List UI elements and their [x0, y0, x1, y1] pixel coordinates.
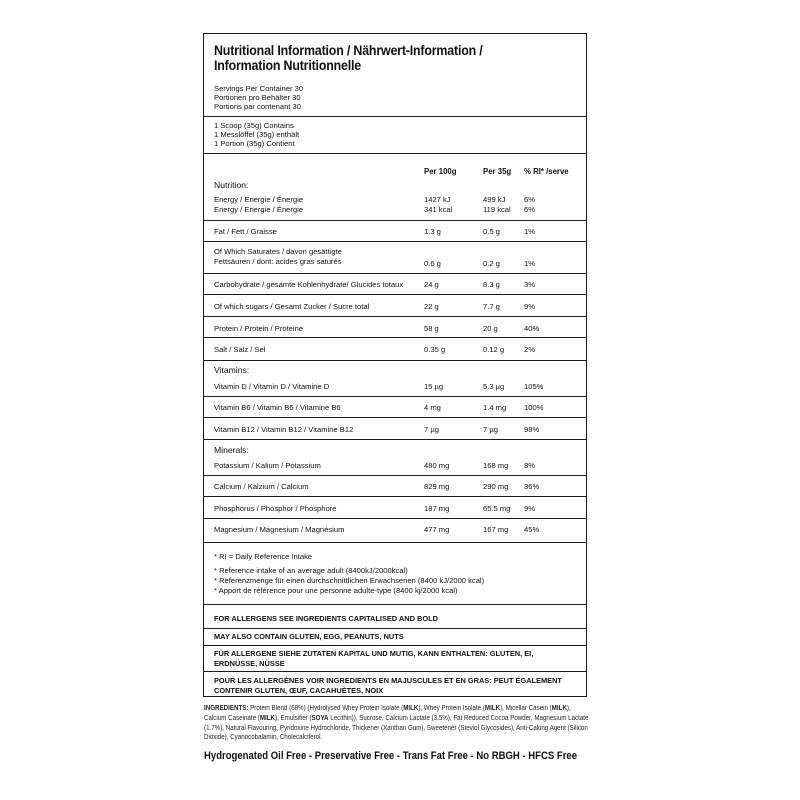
nutrition-label-panel: [203, 33, 587, 697]
section-divider: [204, 542, 586, 543]
row-label: Of which sugars / Gesamt Zucker / Sucre total: [214, 302, 370, 311]
allergen-notice-en: FOR ALLERGENS SEE INGREDIENTS CAPITALISED AND BOLD: [214, 614, 438, 623]
footnote-ri-definition: * RI = Daily Reference Intake: [214, 552, 313, 561]
allergen-notice-de: FÜR ALLERGENE SIEHE ZUTATEN KAPITAL UND MUTIG, KANN ENTHALTEN: GLUTEN, EI, ERDNÜSSE, NÜSSE: [214, 649, 534, 668]
row-label: Energy / Energie / Énergie: [214, 205, 304, 214]
row-per-100g: 15 µg: [424, 382, 444, 391]
divider: [204, 496, 586, 497]
divider: [204, 241, 586, 242]
row-label: Fat / Fett / Graisse: [214, 227, 277, 236]
row-label-continued: Fettsäuren / dont: acides gras saturés: [214, 257, 342, 266]
ingredients-part: Lecithin)), Sucrose, Calcium Lactate (3.5%), Fat Reduced Cocoa Powder, Magnesium Lactate (1.7%), Natural Flavouring, Pyridoxine Hydrochloride, Thickener (Xanthan Gum), Sweetener (Steviol Glycosides), Anti-Caking Agent (Silicon Dioxide), Cyanocobalamin, Cholecalciferol.: [204, 714, 589, 742]
row-label: Potassium / Kalium / Potassium: [214, 461, 321, 470]
divider: [204, 671, 586, 672]
divider: [204, 116, 586, 117]
row-per-100g: 24 g: [424, 280, 439, 289]
divider: [204, 294, 586, 295]
divider: [204, 518, 586, 519]
row-per-100g: 58 g: [424, 324, 439, 333]
row-ri: 1%: [524, 227, 535, 236]
row-per-100g: 480 mg: [424, 461, 450, 470]
row-per-35g: 5.3 µg: [483, 382, 505, 391]
row-ri: 105%: [524, 382, 544, 391]
allergen-notice-fr: POUR LES ALLERGÈNES VOIR INGREDIENTS EN MAJUSCULES ET EN GRAS: PEUT ÉGALEMENT CONTENIR GLUTEN, ŒUF, CACAHUÈTES, NOIX: [214, 676, 562, 695]
row-ri: 2%: [524, 345, 535, 354]
section-divider: [204, 360, 586, 361]
scoop-contains-en: 1 Scoop (35g) Contains: [214, 121, 294, 130]
footnote-reference-de: * Referenzmenge für einen durchschnittlichen Erwachsenen (8400 kJ/2000 kcal): [214, 576, 485, 585]
row-per-35g: 499 kJ: [483, 195, 506, 204]
section-divider: [204, 604, 586, 605]
row-per-35g: 7.7 g: [483, 302, 500, 311]
row-ri: 6%: [524, 195, 535, 204]
allergen-highlight: MILK: [259, 714, 276, 722]
row-ri: 40%: [524, 324, 540, 333]
row-label: Vitamin D / Vitamin D / Vitamine D: [214, 382, 330, 391]
ingredients-part: ), Emulsifier (: [275, 714, 312, 722]
ingredients-part: ), Calcium Caseinate (: [204, 705, 571, 722]
row-per-35g: 119 kcal: [483, 205, 511, 214]
row-per-35g: 167 mg: [483, 525, 509, 534]
divider: [204, 153, 586, 154]
allergen-highlight: MILK: [484, 705, 501, 712]
title-line-2: Information Nutritionnelle: [214, 58, 362, 73]
row-ri: 6%: [524, 205, 535, 214]
row-per-100g: 0.6 g: [424, 259, 441, 268]
group-heading-vitamins: Vitamins:: [214, 365, 250, 375]
ingredients-heading: INGREDIENTS:: [204, 705, 249, 712]
row-per-35g: 0.5 g: [483, 227, 500, 236]
allergen-may-contain-en: MAY ALSO CONTAIN GLUTEN, EGG, PEANUTS, NUTS: [214, 632, 404, 641]
row-ri: 3%: [524, 280, 535, 289]
row-ri: 8%: [524, 461, 535, 470]
panel-title: [214, 43, 582, 73]
scoop-contains-de: 1 Messlöffel (35g) enthält: [214, 130, 300, 139]
servings-per-container-en: Servings Per Container 30: [214, 84, 304, 93]
divider: [204, 220, 586, 221]
divider: [204, 273, 586, 274]
row-per-35g: 0.2 g: [483, 259, 500, 268]
free-from-claims: Hydrogenated Oil Free - Preservative Free - Trans Fat Free - No RBGH - HFCS Free: [204, 750, 578, 762]
row-label: Energy / Energie / Énergie: [214, 195, 304, 204]
column-header-per-100g: Per 100g: [424, 167, 457, 176]
divider: [204, 316, 586, 317]
row-per-100g: 0.35 g: [424, 345, 446, 354]
row-ri: 98%: [524, 425, 540, 434]
ingredients-part: Protein Blend (68%) (Hydrolysed Whey Protein Isolate (: [248, 705, 404, 712]
row-ri: 100%: [524, 403, 544, 412]
scoop-contains-fr: 1 Portion (35g) Contient: [214, 139, 295, 148]
row-per-35g: 20 g: [483, 324, 498, 333]
row-per-100g: 341 kcal: [424, 205, 453, 214]
row-per-35g: 0.12 g: [483, 345, 505, 354]
row-label: Phosphorus / Phosphor / Phosphore: [214, 504, 337, 513]
allergen-highlight: MILK: [403, 705, 419, 712]
group-heading-nutrition: Nutrition:: [214, 180, 249, 190]
divider: [204, 396, 586, 397]
divider: [204, 337, 586, 338]
row-per-100g: 829 mg: [424, 482, 450, 491]
divider: [204, 417, 586, 418]
allergen-highlight: MILK: [551, 705, 567, 712]
row-per-35g: 1.4 mg: [483, 403, 507, 412]
row-per-100g: 1.3 g: [424, 227, 441, 236]
row-per-100g: 187 mg: [424, 504, 450, 513]
row-per-100g: 7 µg: [424, 425, 439, 434]
footnote-reference-en: * Reference intake of an average adult (8400kJ/2000kcal): [214, 566, 408, 575]
row-per-35g: 8.3 g: [483, 280, 500, 289]
row-label: Of Which Saturates / davon gesättigte: [214, 247, 342, 256]
column-header-ri: % RI* /serve: [524, 167, 569, 176]
allergen-highlight: SOYA: [311, 714, 329, 722]
divider: [204, 475, 586, 476]
row-per-35g: 290 mg: [483, 482, 509, 491]
title-line-1: Nutritional Information / Nährwert-Information /: [214, 43, 483, 58]
row-label: Carbohydrate / gesamte Kohlenhydrate/ Glucides totaux: [214, 280, 404, 289]
column-header-per-35g: Per 35g: [483, 167, 512, 176]
row-per-100g: 1427 kJ: [424, 195, 451, 204]
divider: [204, 645, 586, 646]
row-label: Protein / Protein / Proteine: [214, 324, 304, 333]
ingredients-text: [204, 704, 591, 743]
divider: [204, 628, 586, 629]
servings-per-container-fr: Portions par contenant 30: [214, 102, 301, 111]
row-per-100g: 4 mg: [424, 403, 441, 412]
row-label: Vitamin B6 / Vitamin B6 / Vitamine B6: [214, 403, 341, 412]
row-ri: 1%: [524, 259, 535, 268]
ingredients-part: ), Micellar Casein (: [500, 705, 552, 712]
row-ri: 9%: [524, 504, 535, 513]
servings-per-container-de: Portionen pro Behälter 30: [214, 93, 301, 102]
row-label: Magnesium / Magnesium / Magnésium: [214, 525, 345, 534]
row-per-100g: 477 mg: [424, 525, 450, 534]
row-per-35g: 168 mg: [483, 461, 509, 470]
section-divider: [204, 439, 586, 440]
row-per-35g: 7 µg: [483, 425, 498, 434]
row-per-100g: 22 g: [424, 302, 439, 311]
row-ri: 9%: [524, 302, 535, 311]
footnote-reference-fr: * Apport de référence pour une personne adulte-type (8400 kj/2000 kcal): [214, 586, 458, 595]
group-heading-minerals: Minerals:: [214, 445, 249, 455]
row-ri: 36%: [524, 482, 540, 491]
row-ri: 45%: [524, 525, 540, 534]
row-label: Salt / Salz / Sel: [214, 345, 266, 354]
row-label: Calcium / Kalzium / Calcium: [214, 482, 309, 491]
ingredients-part: ), Whey Protein Isolate (: [418, 705, 485, 712]
row-per-35g: 65.5 mg: [483, 504, 511, 513]
row-label: Vitamin B12 / Vitamin B12 / Vitamine B12: [214, 425, 354, 434]
